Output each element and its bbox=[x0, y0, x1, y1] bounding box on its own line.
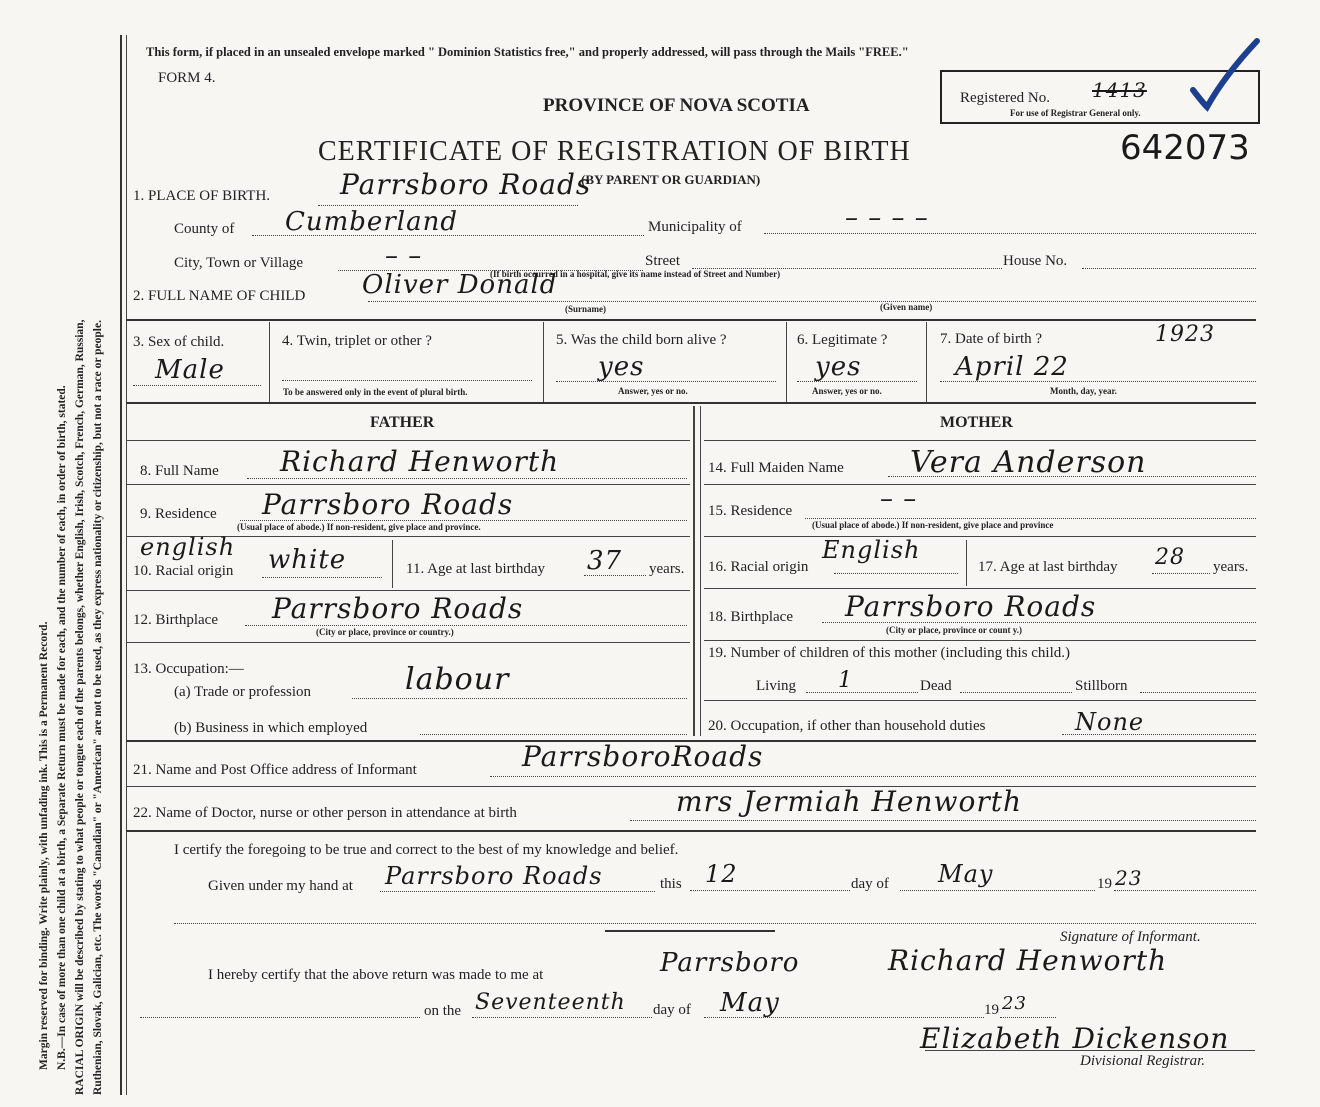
certify-text: I certify the foregoing to be true and correct to the best of my knowledge and belief. bbox=[174, 842, 679, 858]
city-value: – – bbox=[385, 241, 423, 271]
margin-rule bbox=[120, 35, 122, 1095]
given-place-value: Parrsboro Roads bbox=[385, 862, 603, 890]
day-of-label: day of bbox=[851, 876, 889, 892]
legitimate-note: Answer, yes or no. bbox=[812, 386, 882, 396]
father-residence-label: 9. Residence bbox=[140, 506, 217, 522]
margin-instructions bbox=[0, 0, 120, 1107]
on-day-value: Seventeenth bbox=[475, 990, 626, 1015]
margin-rule-inner bbox=[126, 35, 127, 1095]
father-age-unit: years. bbox=[649, 561, 685, 577]
alive-value: yes bbox=[598, 352, 645, 382]
year-2-value: 23 bbox=[1002, 993, 1027, 1014]
margin-line-1: Margin reserved for binding. Write plainly, with unfading ink. This is a Permanent Record. bbox=[38, 621, 50, 1070]
father-age-label: 11. Age at last birthday bbox=[406, 561, 545, 577]
dob-label: 7. Date of birth ? bbox=[940, 331, 1043, 347]
given-under-label: Given under my hand at bbox=[208, 878, 353, 894]
place-of-birth-label: 1. PLACE OF BIRTH. bbox=[133, 188, 271, 204]
municipality-value: – – – – bbox=[845, 203, 929, 233]
year-value: 23 bbox=[1115, 866, 1143, 890]
alive-note: Answer, yes or no. bbox=[618, 386, 688, 396]
margin-line-4: Ruthenian, Slovak, Galician, etc. The words "Canadian" or "American" are not to be used, as they express nationality or citizenship, but not a race or people. bbox=[92, 320, 104, 1095]
doctor-label: 22. Name of Doctor, nurse or other person in attendance at birth bbox=[133, 805, 517, 821]
mother-age-label: 17. Age at last birthday bbox=[978, 559, 1118, 575]
house-no-label: House No. bbox=[1003, 253, 1068, 269]
father-birthplace-note: (City or place, province or country.) bbox=[316, 627, 454, 637]
county-value: Cumberland bbox=[285, 207, 458, 237]
father-name-label: 8. Full Name bbox=[140, 463, 219, 479]
hospital-note: (If birth occurred in a hospital, give its name instead of Street and Number) bbox=[490, 269, 781, 279]
mother-occupation-label: 20. Occupation, if other than household duties bbox=[708, 718, 986, 734]
form-number: FORM 4. bbox=[158, 70, 216, 86]
mother-children-label: 19. Number of children of this mother (including this child.) bbox=[708, 645, 1071, 661]
registrar-label: Divisional Registrar. bbox=[1080, 1053, 1206, 1069]
registrar-note: For use of Registrar General only. bbox=[1010, 108, 1141, 118]
dob-value: April 22 bbox=[955, 352, 1069, 382]
place-of-birth-value: Parrsboro Roads bbox=[340, 168, 592, 201]
father-birthplace-label: 12. Birthplace bbox=[133, 612, 218, 628]
father-business-label: (b) Business in which employed bbox=[174, 720, 368, 736]
county-label: County of bbox=[174, 221, 235, 237]
dead-label: Dead bbox=[920, 678, 952, 694]
dob-note: Month, day, year. bbox=[1050, 386, 1117, 396]
legitimate-label: 6. Legitimate ? bbox=[797, 332, 888, 348]
registered-value: 1413 bbox=[1092, 78, 1147, 102]
margin-line-3: RACIAL ORIGIN will be described by stating to what people or tongue each of the parents belongs, whether English, Irish, Scotch, French, German, Russian, bbox=[74, 319, 86, 1095]
mother-occupation-value: None bbox=[1075, 708, 1145, 736]
certificate-number: 642073 bbox=[1120, 128, 1250, 168]
day-of-2-label: day of bbox=[653, 1002, 691, 1018]
mother-birthplace-value: Parrsboro Roads bbox=[845, 590, 1097, 623]
informant-signature-label: Signature of Informant. bbox=[1060, 929, 1201, 945]
municipality-label: Municipality of bbox=[648, 219, 742, 235]
sex-label: 3. Sex of child. bbox=[133, 334, 225, 350]
year-prefix: 19 bbox=[1097, 876, 1112, 892]
year-2-prefix: 19 bbox=[984, 1002, 999, 1018]
mother-race-value: English bbox=[822, 536, 921, 564]
certificate-title: CERTIFICATE OF REGISTRATION OF BIRTH bbox=[318, 136, 911, 167]
by-parent-note: (BY PARENT OR GUARDIAN) bbox=[581, 172, 761, 187]
legitimate-value: yes bbox=[815, 352, 862, 382]
father-residence-note: (Usual place of abode.) If non-resident, give place and province. bbox=[237, 522, 481, 532]
margin-line-2: N.B.—In case of more than one child at a birth, a Separate Return must be made for each, and the number of each, in order of birth, stated. bbox=[56, 385, 68, 1070]
alive-label: 5. Was the child born alive ? bbox=[556, 332, 727, 348]
child-name-label: 2. FULL NAME OF CHILD bbox=[133, 288, 306, 304]
city-label: City, Town or Village bbox=[174, 255, 304, 271]
father-birthplace-value: Parrsboro Roads bbox=[272, 592, 524, 625]
month-2-value: May bbox=[720, 988, 780, 1018]
return-place-value: Parrsboro bbox=[660, 948, 800, 978]
mother-heading: MOTHER bbox=[940, 414, 1013, 431]
dob-year: 1923 bbox=[1155, 322, 1215, 347]
twin-note: To be answered only in the event of plural birth. bbox=[283, 387, 468, 397]
informant-signature: Richard Henworth bbox=[888, 944, 1168, 977]
province-title: PROVINCE OF NOVA SCOTIA bbox=[543, 95, 810, 116]
father-trade-label: (a) Trade or profession bbox=[174, 684, 312, 700]
father-occupation-label: 13. Occupation:— bbox=[133, 661, 244, 677]
mother-residence-label: 15. Residence bbox=[708, 503, 793, 519]
sex-value: Male bbox=[155, 355, 225, 385]
father-heading: FATHER bbox=[370, 414, 435, 431]
mother-birthplace-note: (City or place, province or count y.) bbox=[886, 625, 1022, 635]
return-text: I hereby certify that the above return was made to me at bbox=[208, 967, 544, 983]
twin-label: 4. Twin, triplet or other ? bbox=[282, 333, 432, 349]
mother-age-unit: years. bbox=[1213, 559, 1249, 575]
father-residence-value: Parrsboro Roads bbox=[262, 488, 514, 521]
mother-residence-note: (Usual place of abode.) If non-resident, give place and province bbox=[812, 520, 1054, 530]
given-name-note: (Given name) bbox=[880, 302, 933, 312]
father-race-value-2: white bbox=[268, 545, 347, 575]
month-value: May bbox=[938, 860, 994, 888]
mother-race-label: 16. Racial origin bbox=[708, 559, 809, 575]
living-label: Living bbox=[756, 678, 796, 694]
father-age-value: 37 bbox=[587, 546, 623, 576]
registered-label: Registered No. bbox=[960, 90, 1050, 106]
checkmark-icon bbox=[1185, 35, 1265, 115]
surname-note: (Surname) bbox=[565, 304, 606, 314]
doctor-value: mrs Jermiah Henworth bbox=[676, 785, 1023, 818]
day-value: 12 bbox=[705, 860, 738, 888]
father-race-value-1: english bbox=[140, 533, 236, 561]
child-name-value: Oliver Donald bbox=[362, 270, 558, 300]
on-the-label: on the bbox=[424, 1003, 462, 1019]
living-value: 1 bbox=[838, 668, 853, 693]
this-label: this bbox=[660, 876, 682, 892]
stillborn-label: Stillborn bbox=[1075, 678, 1128, 694]
postal-notice: This form, if placed in an unsealed envelope marked " Dominion Statistics free," and properly addressed, will pass through the Mails "FREE." bbox=[146, 45, 909, 59]
street-label: Street bbox=[645, 253, 680, 269]
mother-age-value: 28 bbox=[1155, 545, 1185, 570]
informant-value: ParrsboroRoads bbox=[522, 740, 764, 773]
father-name-value: Richard Henworth bbox=[280, 445, 560, 478]
father-race-label: 10. Racial origin bbox=[133, 563, 234, 579]
mother-name-label: 14. Full Maiden Name bbox=[708, 460, 844, 476]
registrar-signature: Elizabeth Dickenson bbox=[920, 1022, 1230, 1055]
informant-label: 21. Name and Post Office address of Informant bbox=[133, 762, 417, 778]
mother-residence-value: – – bbox=[880, 484, 918, 514]
father-trade-value: labour bbox=[405, 662, 510, 697]
mother-birthplace-label: 18. Birthplace bbox=[708, 609, 793, 625]
mother-name-value: Vera Anderson bbox=[910, 445, 1147, 480]
